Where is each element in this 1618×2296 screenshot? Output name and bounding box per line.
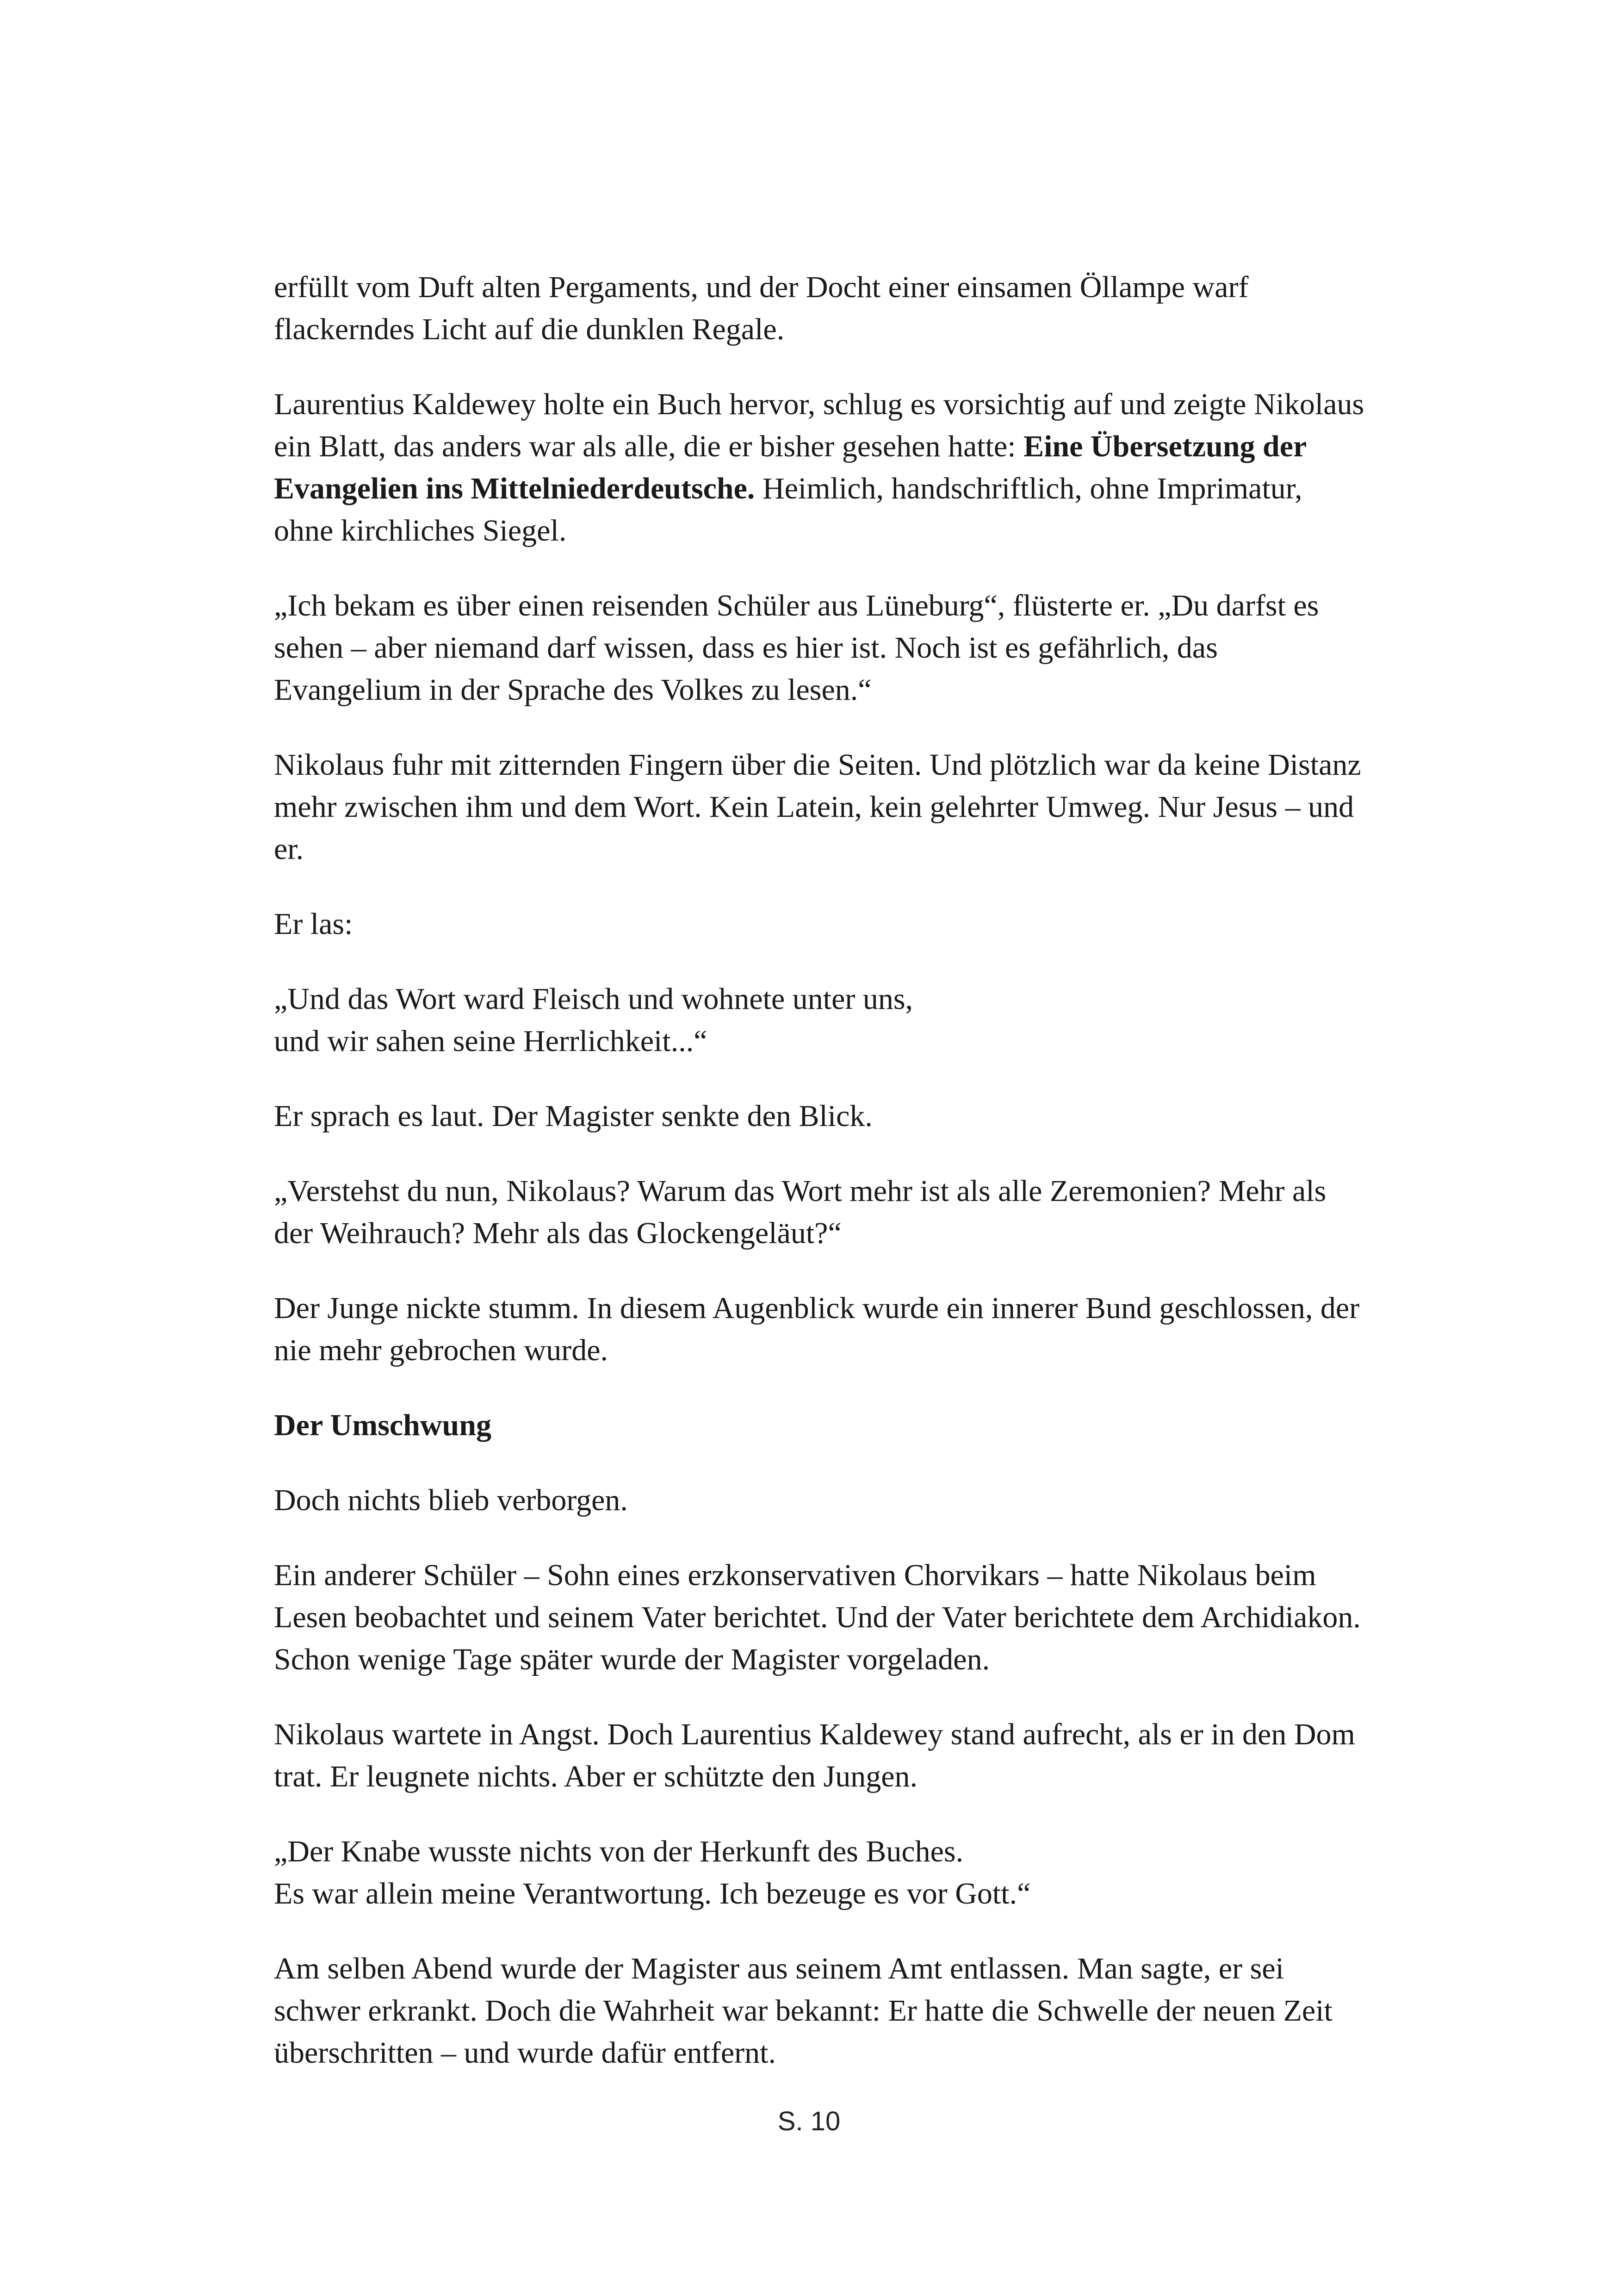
paragraph-er-las: Er las:	[274, 907, 353, 941]
paragraph-other-student: Ein anderer Schüler – Sohn eines erzkonservativen Chorvikars – hatte Nikolaus beim Lesen beobachtet und seinem Vater berichtet. Und der Vater berichtete dem Archidiakon. Schon wenige Tage später wurde der Magister vorgeladen.	[274, 1558, 1361, 1676]
paragraph-nikolaus-reads: Nikolaus fuhr mit zitternden Fingern über die Seiten. Und plötzlich war da keine Distanz mehr zwischen ihm und dem Wort. Kein Latein, kein gelehrter Umweg. Nur Jesus – und er.	[274, 748, 1361, 866]
paragraph-spoke-aloud: Er sprach es laut. Der Magister senkte den Blick.	[274, 1099, 873, 1133]
paragraph-quote-verse	[274, 978, 1366, 1062]
paragraph-library: erfüllt vom Duft alten Pergaments, und der Docht einer einsamen Öllampe warf flackerndes Licht auf die dunklen Regale.	[274, 270, 1249, 346]
paragraph-book-reveal-emphasis: Eine Übersetzung der Evangelien ins Mittelniederdeutsche.	[274, 429, 1307, 505]
paragraph-whisper: „Ich bekam es über einen reisenden Schüler aus Lüneburg“, flüsterte er. „Du darfst es sehen – aber niemand darf wissen, dass es hier ist. Noch ist es gefährlich, das Evangelium in der Sprache des Volkes zu lesen.“	[274, 589, 1319, 707]
quote-verse-line-2: und wir sahen seine Herrlichkeit...“	[274, 1024, 707, 1058]
paragraph-book-reveal-start: Laurentius Kaldewey holte ein Buch hervor, schlug es vorsichtig auf und zeigte Nikolaus ein Blatt, das anders war als alle, die er bisher gesehen hatte:	[274, 387, 1364, 463]
paragraph-nothing-hidden: Doch nichts blieb verborgen.	[274, 1483, 628, 1517]
quote-testimony-line-1: „Der Knabe wusste nichts von der Herkunft des Buches.	[274, 1835, 964, 1868]
section-heading: Der Umschwung	[274, 1408, 491, 1442]
quote-testimony-line-2: Es war allein meine Verantwortung. Ich bezeuge es vor Gott.“	[274, 1877, 1031, 1910]
page-number: S. 10	[777, 2106, 841, 2136]
paragraph-quote-testimony	[274, 1830, 1366, 1915]
paragraph-book-reveal	[274, 383, 1366, 552]
quote-verse-line-1: „Und das Wort ward Fleisch und wohnete unter uns,	[274, 982, 913, 1016]
paragraph-bund: Der Junge nickte stumm. In diesem Augenblick wurde ein innerer Bund geschlossen, der nie mehr gebrochen wurde.	[274, 1291, 1360, 1367]
paragraph-magister-question: „Verstehst du nun, Nikolaus? Warum das Wort mehr ist als alle Zeremonien? Mehr als der Weihrauch? Mehr als das Glockengeläut?“	[274, 1174, 1327, 1250]
paragraph-book-reveal-end: Heimlich, handschriftlich, ohne Imprimatur, ohne kirchliches Siegel.	[274, 472, 1302, 548]
paragraph-dismissal: Am selben Abend wurde der Magister aus seinem Amt entlassen. Man sagte, er sei schwer erkrankt. Doch die Wahrheit war bekannt: Er hatte die Schwelle der neuen Zeit überschritten – und wurde dafür entfernt.	[274, 1952, 1333, 2070]
paragraph-waiting: Nikolaus wartete in Angst. Doch Laurentius Kaldewey stand aufrecht, als er in den Dom trat. Er leugnete nichts. Aber er schützte den Jungen.	[274, 1717, 1355, 1793]
page-body	[274, 266, 1366, 2107]
